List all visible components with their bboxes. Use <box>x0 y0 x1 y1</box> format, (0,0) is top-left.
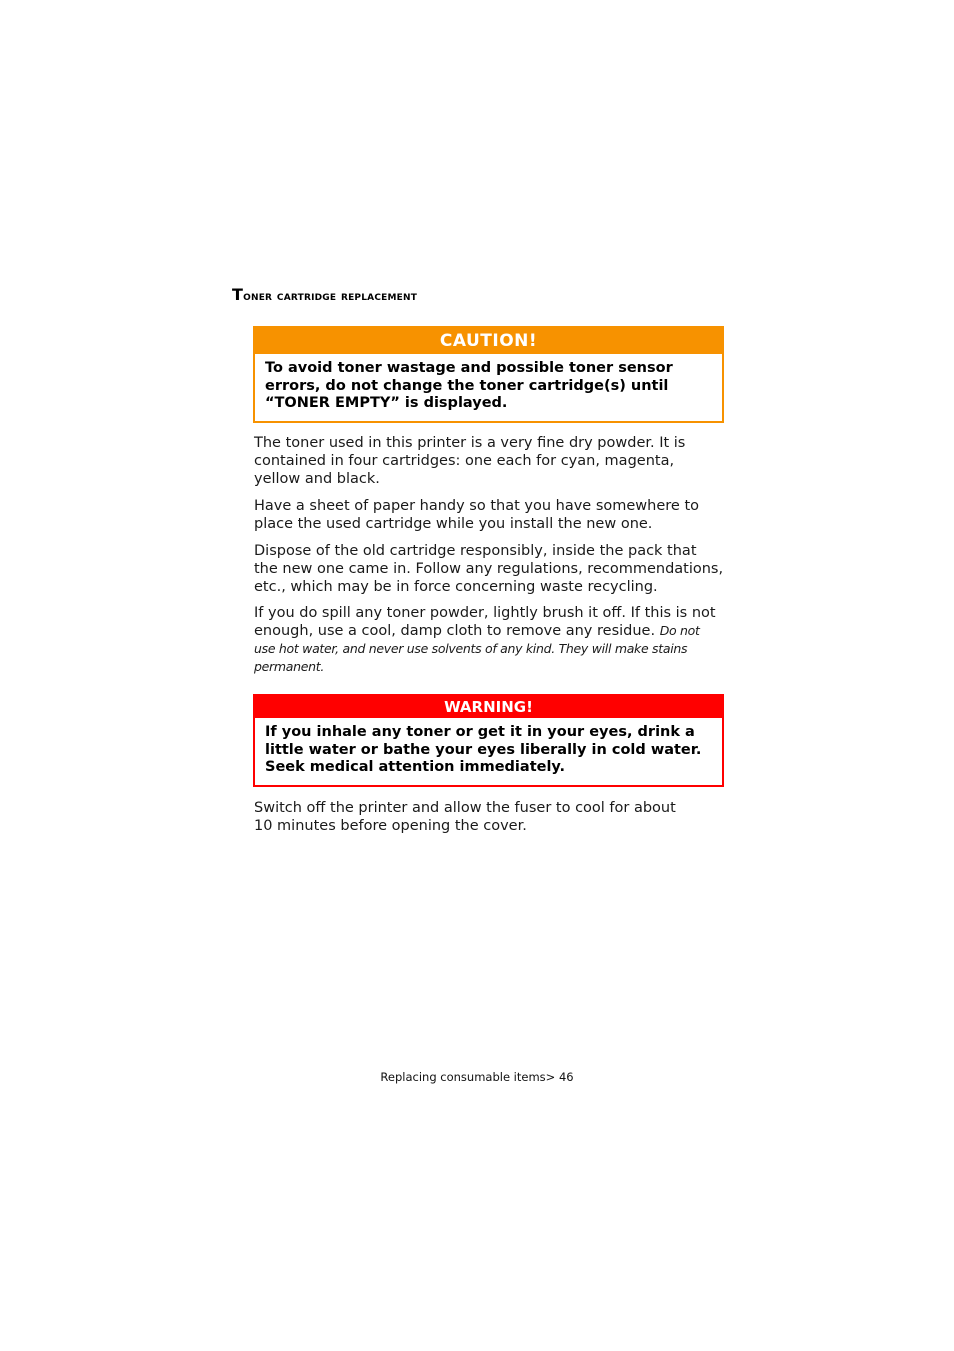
caution-box <box>253 326 724 423</box>
spill-note: Do not use hot water, and never use solvents of any kind. They will make stains permanent. <box>254 623 700 674</box>
paragraph-toner-description: The toner used in this printer is a very fine dry powder. It is contained in four cartridges: one each for cyan, magenta, yellow and black. <box>254 435 686 487</box>
heading-rest: oner cartridge replacement <box>243 289 418 304</box>
paragraph-dispose: Dispose of the old cartridge responsibly, inside the pack that the new one came in. Follow any regulations, recommendations, etc., which may be in force concerning waste recycling. <box>254 543 724 595</box>
spill-text: If you do spill any toner powder, lightly brush it off. If this is not enough, use a cool, damp cloth to remove any residue. <box>254 605 716 639</box>
paragraph-spill <box>254 604 724 676</box>
paragraph-paper-handy: Have a sheet of paper handy so that you have somewhere to place the used cartridge while you install the new one. <box>254 498 700 532</box>
caution-title: CAUTION! <box>255 328 722 354</box>
warning-box <box>253 694 724 787</box>
section-heading <box>232 285 417 304</box>
warning-title: WARNING! <box>255 696 722 718</box>
warning-text: If you inhale any toner or get it in your eyes, drink a little water or bathe your eyes liberally in cold water. Seek medical attention immediately. <box>255 718 722 785</box>
page-footer: Replacing consumable items> 46 <box>380 1070 574 1084</box>
caution-text: To avoid toner wastage and possible toner sensor errors, do not change the toner cartridge(s) until “TONER EMPTY” is displayed. <box>255 354 722 421</box>
paragraph-switch-off: Switch off the printer and allow the fuser to cool for about 10 minutes before opening the cover. <box>254 800 676 834</box>
heading-first-letter: T <box>232 285 244 304</box>
